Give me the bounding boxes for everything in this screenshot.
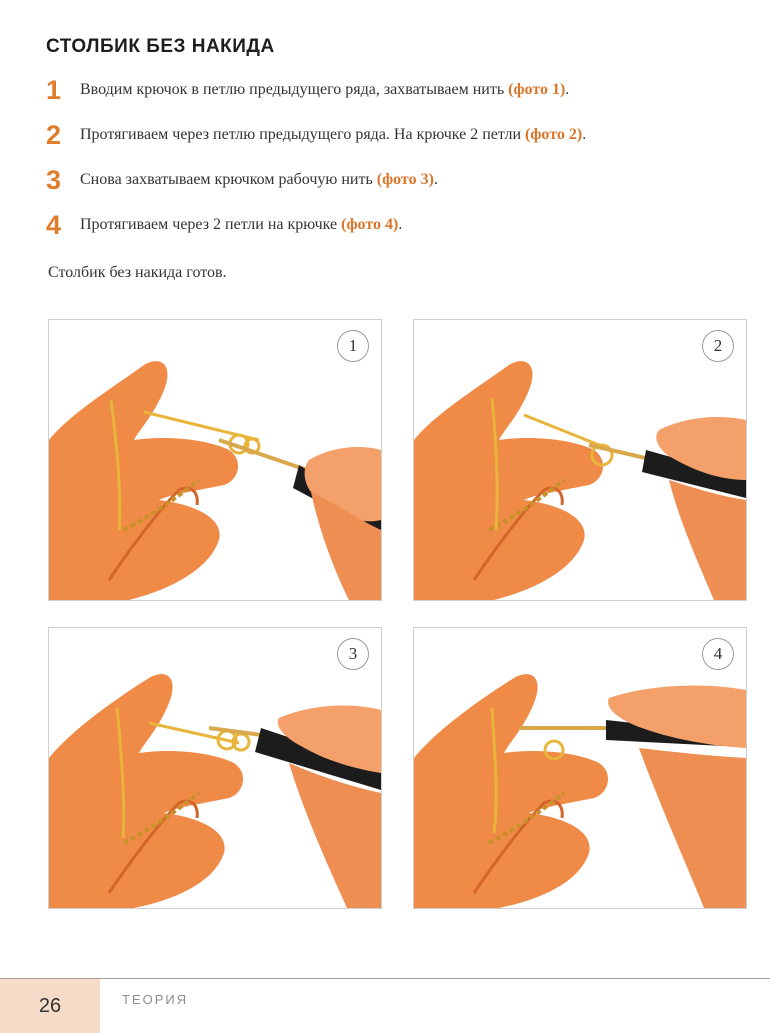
step-text (80, 216, 402, 234)
step-end: . (565, 81, 570, 98)
crochet-hands-illustration (414, 320, 746, 600)
step-3 (46, 164, 438, 196)
photo-reference: (фото 2) (525, 126, 583, 143)
step-text (80, 126, 586, 144)
photo-number-badge: 2 (702, 330, 734, 362)
step-instruction: Протягиваем через 2 петли на крючке (80, 216, 338, 233)
page-number: 26 (0, 979, 100, 1033)
step-number: 3 (46, 164, 62, 195)
crochet-hands-illustration (414, 628, 746, 908)
step-end: . (398, 216, 403, 233)
photo-2 (413, 319, 747, 601)
photo-reference: (фото 4) (341, 216, 399, 233)
step-instruction: Протягиваем через петлю предыдущего ряда. На крючке 2 петли (80, 126, 522, 143)
photo-3 (48, 627, 382, 909)
photo-1 (48, 319, 382, 601)
step-1 (46, 74, 569, 106)
step-end: . (433, 171, 438, 188)
step-4 (46, 209, 402, 241)
photo-4 (413, 627, 747, 909)
crochet-hands-illustration (49, 628, 381, 908)
step-text (80, 171, 438, 189)
step-number: 4 (46, 209, 62, 240)
photo-number-badge: 1 (337, 330, 369, 362)
photo-reference: (фото 1) (508, 81, 566, 98)
step-number: 1 (46, 74, 62, 105)
photo-number-badge: 3 (337, 638, 369, 670)
result-text: Столбик без накида готов. (48, 264, 227, 281)
step-2 (46, 119, 586, 151)
footer-divider (0, 978, 770, 979)
section-label: ТЕОРИЯ (122, 992, 189, 1007)
step-end: . (582, 126, 587, 143)
photo-reference: (фото 3) (376, 171, 434, 188)
step-instruction: Вводим крючок в петлю предыдущего ряда, захватываем нить (80, 81, 505, 98)
step-text (80, 81, 569, 99)
step-instruction: Снова захватываем крючком рабочую нить (80, 171, 373, 188)
crochet-hands-illustration (49, 320, 381, 600)
step-number: 2 (46, 119, 62, 150)
page-title: СТОЛБИК БЕЗ НАКИДА (46, 36, 275, 57)
photo-number-badge: 4 (702, 638, 734, 670)
